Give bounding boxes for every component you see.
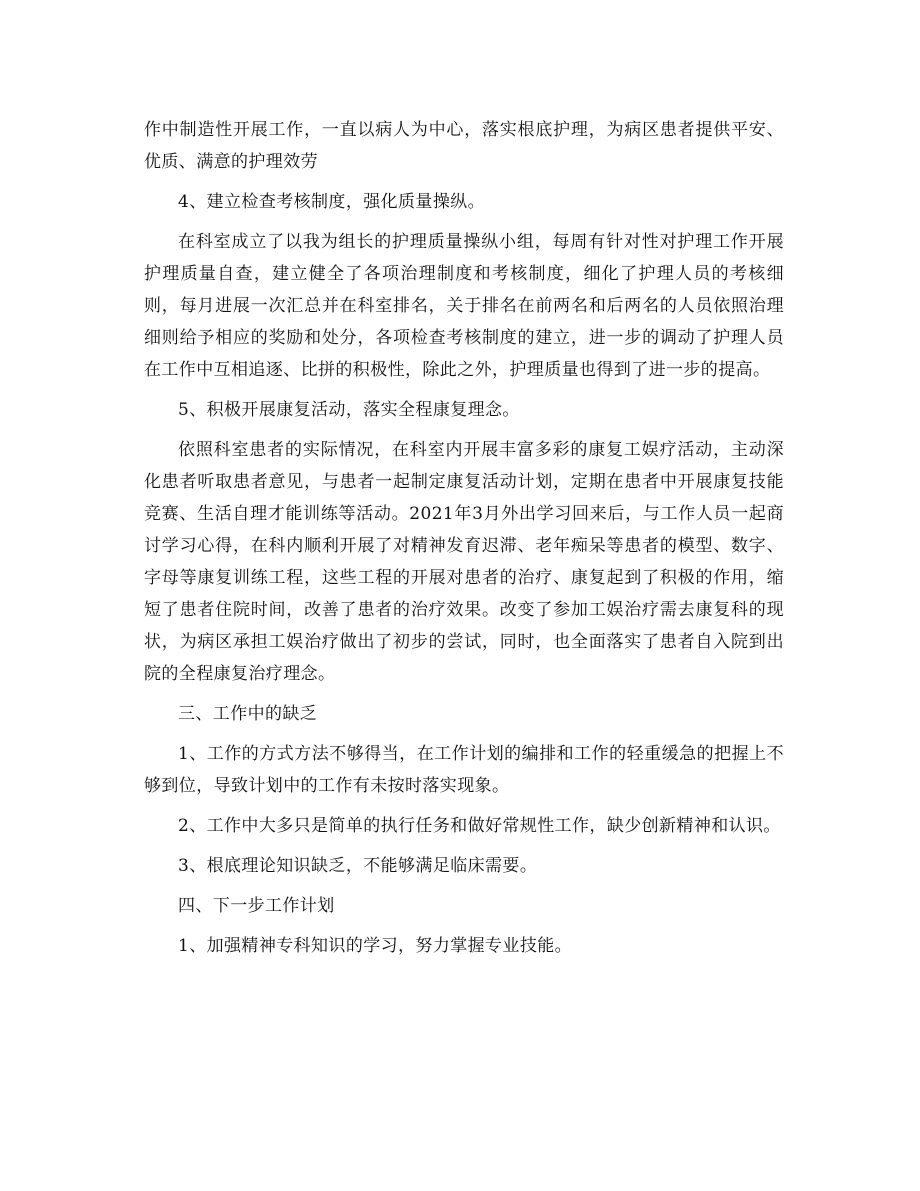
section-heading-shortcomings: 三、工作中的缺乏 bbox=[178, 704, 318, 724]
paragraph-quality-control: 在科室成立了以我为组长的护理质量操纵小组，每周有针对性对护理工作开展护理质量自查，建立健全了各项治理制度和考核制度，细化了护理人员的考核细则，每月进展一次汇总并在科室排名，关于排名在前两名和后两名的人员依照治理细则给予相应的奖励和处分，各项检查考核制度的建立，进一步的调动了护理人员在工作中互相追逐、比拼的积极性，除此之外，护理质量也得到了进一步的提高。 bbox=[144, 232, 784, 380]
shortcoming-item-1: 1、工作的方式方法不够得当，在工作计划的编排和工作的轻重缓急的把握上不够到位，导致计划中的工作有未按时落实现象。 bbox=[144, 744, 784, 796]
shortcoming-item-2: 2、工作中大多只是简单的执行任务和做好常规性工作，缺少创新精神和认识。 bbox=[178, 816, 781, 836]
paragraph-rehabilitation: 依照科室患者的实际情况，在科室内开展丰富多彩的康复工娱疗活动，主动深化患者听取患者意见，与患者一起制定康复活动计划，定期在患者中开展康复技能竞赛、生活自理才能训练等活动。2021年3月外出学习回来后，与工作人员一起商讨学习心得，在科内顺利开展了对精神发育迟滞、老年痴呆等患者的模型、数字、字母等康复训练工程，这些工程的开展对患者的治疗、康复起到了积极的作用，缩短了患者住院时间，改善了患者的治疗效果。改变了参加工娱治疗需去康复科的现状，为病区承担工娱治疗做出了初步的尝试，同时，也全面落实了患者自入院到出院的全程康复治疗理念。 bbox=[144, 440, 784, 684]
item-heading-4: 4、建立检查考核制度，强化质量操纵。 bbox=[178, 192, 486, 212]
section-heading-next-plan: 四、下一步工作计划 bbox=[178, 896, 335, 916]
paragraph-1: 作中制造性开展工作，一直以病人为中心，落实根底护理，为病区患者提供平安、优质、满意的护理效劳 bbox=[144, 120, 784, 172]
document-body bbox=[144, 114, 784, 970]
plan-item-1: 1、加强精神专科知识的学习，努力掌握专业技能。 bbox=[178, 936, 573, 956]
shortcoming-item-3: 3、根底理论知识缺乏，不能够满足临床需要。 bbox=[178, 856, 538, 876]
item-heading-5: 5、积极开展康复活动，落实全程康复理念。 bbox=[178, 400, 520, 420]
